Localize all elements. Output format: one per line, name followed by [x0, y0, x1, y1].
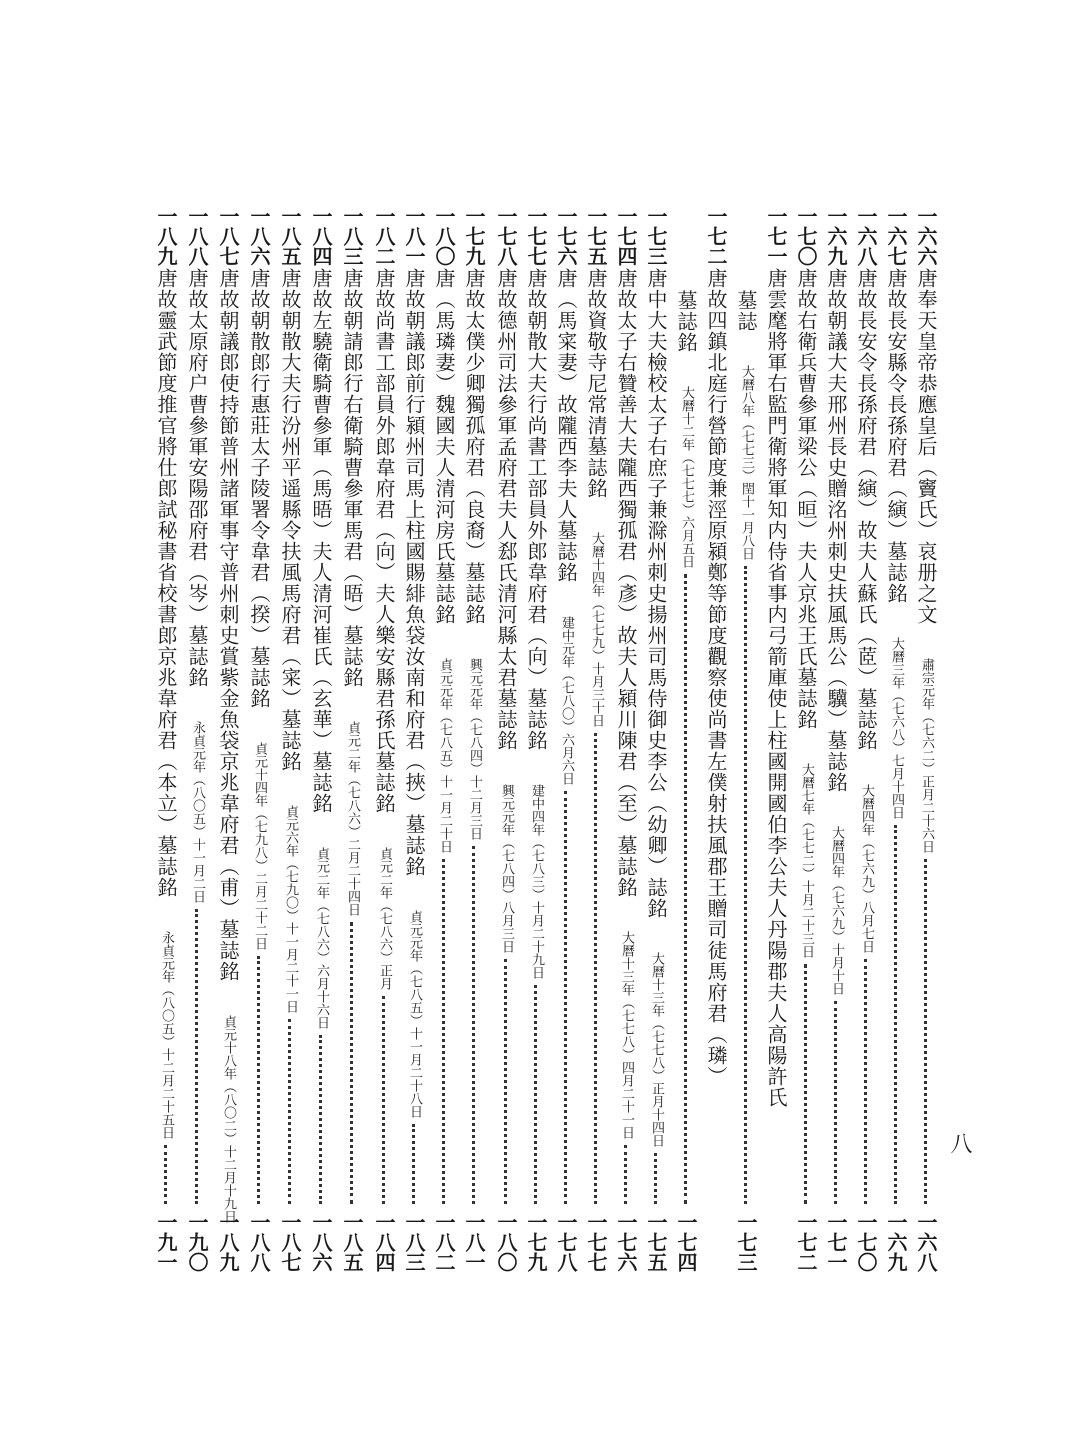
entry-title-text: 唐故資敬寺尼常清墓誌銘: [584, 268, 608, 499]
entry-page: 一八三: [402, 1212, 426, 1272]
entry-number: 一八八: [185, 206, 209, 266]
entry-number: 一八七: [216, 206, 240, 266]
toc-entry: [912, 0, 940, 1453]
entry-title: [338, 268, 366, 916]
entry-number: 一六六: [914, 206, 938, 266]
entry-title-text: 唐故尚書工部員外郎韋府君（向）夫人樂安縣君孫氏墓誌銘: [372, 268, 396, 814]
leader-dots: [804, 964, 817, 1204]
entry-page: 一七七: [584, 1212, 608, 1272]
entry-title: [522, 268, 550, 979]
leader-dots: [654, 1153, 667, 1204]
entry-title-text: 唐故右衛兵曹參軍梁公（晅）夫人京兆王氏墓誌銘: [794, 268, 818, 730]
entry-page: 一七五: [644, 1212, 668, 1272]
leader-dots: [744, 566, 757, 1204]
entry-date: 建中四年（七八三）十月二十九日: [529, 784, 544, 979]
entry-title: [183, 268, 211, 903]
toc-entry: [307, 0, 335, 1453]
entry-page: 一九〇: [185, 1212, 209, 1272]
entry-title: [582, 268, 610, 727]
entry-title: [852, 268, 880, 953]
entry-title-continued: [672, 290, 700, 568]
toc-entry: [276, 0, 304, 1453]
toc-entry: [822, 0, 850, 1453]
entry-page: 一八九: [216, 1212, 240, 1272]
entry-date: 永貞元年（八〇五）十一月二日: [190, 721, 205, 903]
entry-page: 一八五: [340, 1212, 364, 1272]
entry-date: 大曆四年（七六九）八月七日: [859, 784, 874, 953]
leader-dots: [564, 791, 577, 1204]
leader-dots: [382, 996, 395, 1204]
entry-title: [492, 268, 520, 953]
entry-date: 興元元年（七八四）八月三日: [499, 784, 514, 953]
entry-date: 貞元元年（七八五）十一月二十八日: [407, 910, 422, 1118]
entry-date: 建中元年（七八〇）六月六日: [559, 616, 574, 785]
entry-date: 肅宗元年（七六二）正月二十六日: [919, 658, 934, 853]
leader-dots: [594, 733, 607, 1204]
entry-title-text: 唐奉天皇帝恭應皇后（竇氏）哀册之文: [914, 268, 938, 625]
page-number: 八: [947, 1132, 972, 1154]
entry-title: [552, 268, 580, 785]
entry-title: [882, 268, 910, 819]
entry-title: [702, 268, 730, 1087]
entry-title-text: 唐（馬寀妻）故隴西李夫人墓誌銘: [554, 268, 578, 583]
entry-page: 一六八: [914, 1212, 938, 1272]
entry-date: 貞元六年（七九〇）十一月二十一日: [283, 805, 298, 1013]
entry-title: [460, 268, 488, 840]
entry-number: 一八二: [372, 206, 396, 266]
entry-title-text: 唐故朝議大夫邢州長史贈洺州刺史扶風馬公（驥）墓誌銘: [824, 268, 848, 793]
toc-entry-continuation: [672, 0, 700, 1453]
toc-entry: [882, 0, 910, 1453]
entry-date: 大曆十三年（七七八）正月十四日: [649, 952, 664, 1147]
entry-page: 一八六: [309, 1212, 333, 1272]
entry-number: 一八九: [154, 206, 178, 266]
entry-title-text: 唐故朝散大夫行汾州平遥縣令扶風馬府君（寀）墓誌銘: [278, 268, 302, 772]
leader-dots: [442, 859, 455, 1204]
leader-dots: [350, 922, 363, 1204]
entry-title-text: 唐故靈武節度推官將仕郎試秘書省校書郎京兆韋府君（本立）墓誌銘: [154, 268, 178, 898]
entry-page: 一八一: [462, 1212, 486, 1272]
leader-dots: [684, 574, 697, 1204]
entry-page: 一六九: [884, 1212, 908, 1272]
entry-page: 一七〇: [854, 1212, 878, 1272]
entry-title-text: 唐故左驍衛騎曹參軍（馬晤）夫人清河崔氏（玄華）墓誌銘: [309, 268, 333, 814]
entry-page: 一七二: [794, 1212, 818, 1272]
leader-dots: [288, 1019, 301, 1204]
entry-page: 一七四: [674, 1212, 698, 1272]
toc-entry: [370, 0, 398, 1453]
toc-entry: [582, 0, 610, 1453]
entry-number: 一七八: [494, 206, 518, 266]
entry-date: 大曆十四年（七七九）十月三十日: [589, 532, 604, 727]
entry-page: 一八二: [432, 1212, 456, 1272]
entry-title-text: 唐（馬璘妻）魏國夫人清河房氏墓誌銘: [432, 268, 456, 625]
entry-title-text: 唐故朝議郎使持節普州諸軍事守普州刺史賞紫金魚袋京兆韋府君（甫）墓誌銘: [216, 268, 240, 982]
toc-entry: [762, 0, 790, 1453]
entry-title: [642, 268, 670, 1147]
entry-date: 大曆三年（七六八）七月十四日: [889, 637, 904, 819]
entry-date: 大曆十二年（七七七）六月五日: [679, 386, 694, 568]
entry-title: [370, 268, 398, 990]
leader-dots: [164, 1145, 177, 1204]
leader-dots: [195, 909, 208, 1204]
entry-title: [792, 268, 820, 958]
entry-title-text: 唐故四鎮北庭行營節度兼涇原潁鄭等節度觀察使尚書左僕射扶風郡王贈司徒馬府君（璘）: [704, 268, 728, 1087]
entry-number: 一七九: [462, 206, 486, 266]
entry-date: 永貞元年（八〇五）十二月二十五日: [159, 931, 174, 1139]
entry-number: 一七四: [614, 206, 638, 266]
entry-title: [612, 268, 640, 1139]
entry-date: 貞元二年（七八六）二月二十四日: [345, 721, 360, 916]
entry-page: 一七三: [734, 1212, 758, 1272]
entry-number: 一七〇: [794, 206, 818, 266]
leader-dots: [924, 859, 937, 1204]
entry-title: [762, 268, 790, 1108]
entry-title-text: 墓誌銘: [674, 290, 698, 353]
entry-number: 一八五: [278, 206, 302, 266]
entry-title: [245, 268, 273, 950]
entry-number: 一六九: [824, 206, 848, 266]
entry-number: 一七五: [584, 206, 608, 266]
entry-date: 興元元年（七八四）十二月三日: [467, 658, 482, 840]
entry-page: 一七九: [524, 1212, 548, 1272]
entry-title: [822, 268, 850, 995]
leader-dots: [412, 1124, 425, 1204]
entry-title-text: 唐故太原府户曹參軍安陽邵府君（岑）墓誌銘: [185, 268, 209, 688]
entry-title: [400, 268, 428, 1118]
entry-page: 一七八: [554, 1212, 578, 1272]
entry-page: 一八〇: [494, 1212, 518, 1272]
toc-entry: [338, 0, 366, 1453]
leader-dots: [504, 959, 517, 1204]
toc-entry: [400, 0, 428, 1453]
toc-entry: [702, 0, 730, 1453]
leader-dots: [319, 1035, 332, 1204]
entry-number: 一八六: [247, 206, 271, 266]
entry-title: [307, 268, 335, 1029]
entry-title-continued: [732, 290, 760, 560]
leader-dots: [534, 985, 547, 1204]
entry-title: [214, 268, 242, 1223]
entry-number: 一七二: [704, 206, 728, 266]
entry-title-text: 唐故朝議郎前行潁州司馬上柱國賜緋魚袋汝南和府君（挾）墓誌銘: [402, 268, 426, 877]
entry-title: [276, 268, 304, 1013]
entry-title-text: 唐故長安令長孫府君（縯）故夫人蘇氏（茝）墓誌銘: [854, 268, 878, 751]
entry-title-text: 唐故德州司法參軍孟府君夫人郄氏清河縣太君墓誌銘: [494, 268, 518, 751]
toc-entry: [852, 0, 880, 1453]
entry-page: 一八八: [247, 1212, 271, 1272]
toc-entry: [430, 0, 458, 1453]
entry-title: [152, 268, 180, 1139]
entry-page: 一八七: [278, 1212, 302, 1272]
entry-title: [430, 268, 458, 853]
entry-number: 一八一: [402, 206, 426, 266]
toc-entry: [245, 0, 273, 1453]
entry-title-text: 墓誌: [734, 290, 758, 332]
toc-entry: [492, 0, 520, 1453]
entry-title-text: 唐故太僕少卿獨孤府君（良裔）墓誌銘: [462, 268, 486, 625]
leader-dots: [624, 1145, 637, 1204]
entry-title-text: 唐故太子右贊善大夫隴西獨孤君（彥）故夫人潁川陳君（至）墓誌銘: [614, 268, 638, 898]
entry-number: 一七六: [554, 206, 578, 266]
entry-number: 一七三: [644, 206, 668, 266]
leader-dots: [834, 1001, 847, 1204]
entry-title-text: 唐故朝請郎行右衛騎曹參軍馬君（晤）墓誌銘: [340, 268, 364, 688]
toc-entry: [792, 0, 820, 1453]
toc-entry: [460, 0, 488, 1453]
entry-number: 一八四: [309, 206, 333, 266]
entry-title-text: 唐故朝散大夫行尚書工部員外郎韋府君（向）墓誌銘: [524, 268, 548, 751]
toc-entry-continuation: [732, 0, 760, 1453]
entry-date: 大曆七年（七七二）十月二十三日: [799, 763, 814, 958]
entry-number: 一八三: [340, 206, 364, 266]
leader-dots: [894, 825, 907, 1204]
entry-date: 大曆八年（七七三）閏十一月八日: [739, 365, 754, 560]
toc-entry: [522, 0, 550, 1453]
toc-entry: [612, 0, 640, 1453]
entry-number: 一六八: [854, 206, 878, 266]
toc-entry: [642, 0, 670, 1453]
entry-date: 貞元二年（七八六）六月十六日: [314, 847, 329, 1029]
entry-title-text: 唐故朝散郎行惠莊太子陵署令韋君（揆）墓誌銘: [247, 268, 271, 709]
entry-date: 貞元十四年（七九八）二月二十二日: [252, 742, 267, 950]
toc-entry: [152, 0, 180, 1453]
entry-date: 貞元元年（七八五）十一月二十日: [437, 658, 452, 853]
entry-number: 一六七: [884, 206, 908, 266]
leader-dots: [864, 959, 877, 1204]
entry-page: 一七一: [824, 1212, 848, 1272]
entry-page: 一九一: [154, 1212, 178, 1272]
entry-number: 一八〇: [432, 206, 456, 266]
entry-number: 一七七: [524, 206, 548, 266]
entry-title-text: 唐中大夫檢校太子右庶子兼滁州刺史揚州司馬侍御史李公（幼卿）誌銘: [644, 268, 668, 919]
entry-page: 一七六: [614, 1212, 638, 1272]
leader-dots: [472, 846, 485, 1204]
toc-entry: [214, 0, 242, 1453]
entry-date: 貞元二年（七八六）正月: [377, 847, 392, 990]
entry-page: 一八四: [372, 1212, 396, 1272]
entry-title: [912, 268, 940, 853]
entry-date: 大曆十三年（七七八）四月二十一日: [619, 931, 634, 1139]
entry-date: 大曆四年（七六九）十月十日: [829, 826, 844, 995]
entry-number: 一七一: [764, 206, 788, 266]
entry-title-text: 唐雲麾將軍右監門衛將軍知内侍省事内弓箭庫使上柱國開國伯李公夫人丹陽郡夫人高陽許氏: [764, 268, 788, 1108]
leader-dots: [257, 956, 270, 1204]
entry-title-text: 唐故長安縣令長孫府君（縯）墓誌銘: [884, 268, 908, 604]
toc-entry: [183, 0, 211, 1453]
toc-entry: [552, 0, 580, 1453]
entry-date: 貞元十八年（八〇二）十二月十九日: [221, 1015, 236, 1223]
